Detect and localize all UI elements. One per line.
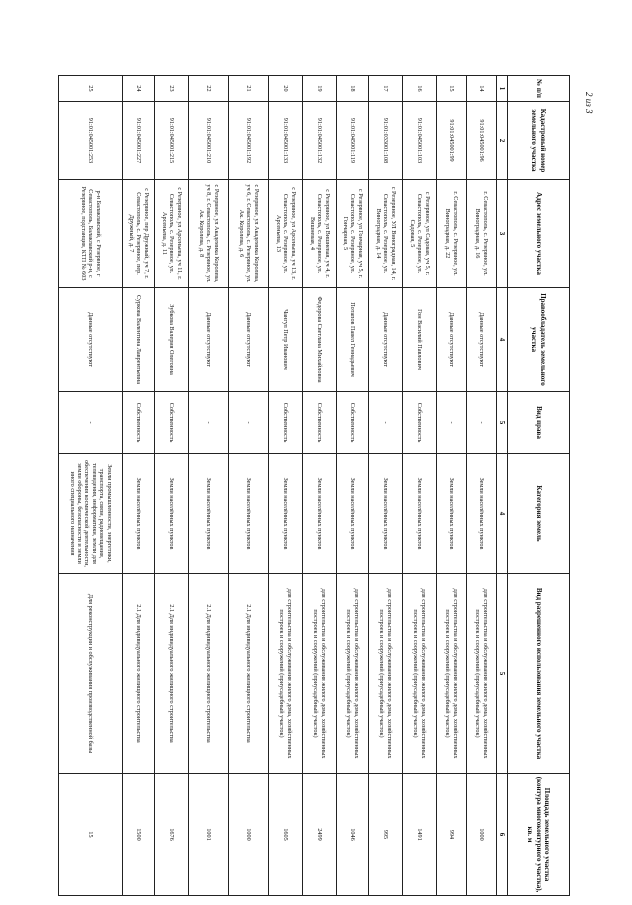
cadastral-number-cell: 91:01:045001:133: [269, 102, 303, 180]
permitted-use-cell: для строительства и обслуживания жилого дома, хозяйственных построек и сооружений (приусадебный участок): [369, 574, 403, 774]
col-index: 6: [497, 774, 508, 896]
col-header-area: Площадь земельного участка (контура многоконтурного участка), кв. м: [508, 774, 570, 896]
plot-address-cell: с Резервное, ул Арсеньева, уч 13, г. Севастополь, с. Резервное, ул. Арсеньева, 13: [269, 180, 303, 288]
col-header-num: № п/п: [508, 76, 570, 102]
land-category-cell: Земли населённых пунктов: [155, 454, 189, 574]
plot-area-cell: 1491: [403, 774, 437, 896]
permitted-use-cell: 2.1 Для индивидуального жилищного строительства: [229, 574, 269, 774]
table-row: [369, 76, 403, 896]
row-number-cell: 17: [369, 76, 403, 102]
col-header-category: Категория земель: [508, 454, 570, 574]
right-type-cell: -: [59, 392, 123, 454]
right-type-cell: -: [467, 392, 497, 454]
cadastral-number-cell: 91:01:045001:103: [403, 102, 437, 180]
row-number-cell: 24: [123, 76, 155, 102]
col-index: 2: [497, 102, 508, 180]
page-number: [580, 92, 598, 142]
row-number-cell: 25: [59, 76, 123, 102]
row-number-cell: 23: [155, 76, 189, 102]
table-row: [303, 76, 337, 896]
permitted-use-cell: 2.1 Для индивидуального жилищного строительства: [123, 574, 155, 774]
permitted-use-cell: для строительства и обслуживания жилого дома, хозяйственных построек и сооружений (приусадебный участок): [337, 574, 369, 774]
plot-owner-cell: Данные отсутствуют: [189, 288, 229, 392]
cadastral-number-cell: 91:01:045001:210: [189, 102, 229, 180]
right-type-cell: Собственность: [269, 392, 303, 454]
permitted-use-cell: для строительства и обслуживания жилого дома, хозяйственных построек и сооружений (приусадебный участок): [303, 574, 337, 774]
plot-address-cell: г. Севастополь, с. Резервное, ул. Виноградная, д. 22: [437, 180, 467, 288]
table-row: [337, 76, 369, 896]
land-category-cell: Земли населённых пунктов: [437, 454, 467, 574]
row-number-cell: 16: [403, 76, 437, 102]
plot-address-cell: с Резервное, ул Садовая, уч 5, г. Севастополь, с. Резервное, ул. Садовая, 5: [403, 180, 437, 288]
plot-owner-cell: Данные отсутствуют: [437, 288, 467, 392]
land-category-cell: Земли населённых пунктов: [467, 454, 497, 574]
col-index: 5: [497, 392, 508, 454]
cadastral-number-cell: 91:01:045001:96: [467, 102, 497, 180]
land-plots-table: [58, 75, 570, 896]
rotated-table-sheet: [68, 75, 570, 895]
table-row: [123, 76, 155, 896]
permitted-use-cell: для строительства и обслуживания жилого дома, хозяйственных построек и сооружений (приусадебный участок): [403, 574, 437, 774]
land-category-cell: Земли населённых пунктов: [123, 454, 155, 574]
table-row: [59, 76, 123, 896]
right-type-cell: Собственность: [155, 392, 189, 454]
plot-address-cell: с Резервное, ул Академика Королева, уч 6, г. Севастополь, с. Резервное, ул. Ак. Королева, д. 6: [229, 180, 269, 288]
plot-owner-cell: Данные отсутствуют: [467, 288, 497, 392]
plot-area-cell: 1605: [269, 774, 303, 896]
col-index: 4: [497, 454, 508, 574]
table-row: [437, 76, 467, 896]
plot-area-cell: 994: [437, 774, 467, 896]
land-category-cell: Земли населённых пунктов: [337, 454, 369, 574]
land-category-cell: Земли промышленности, энергетики, транспорта, связи, радиовещания, телевидения, информатики, земли для обеспечения космической деятельности, земли обороны, безопасности и земли иного специального назначения: [59, 454, 123, 574]
plot-area-cell: 1000: [467, 774, 497, 896]
plot-address-cell: с Резервное, УЛ Виноградная, 14, г. Севастополь, с. Резервное, ул. Виноградная, д. 14: [369, 180, 403, 288]
table-row: [189, 76, 229, 896]
document-page: [68, 75, 570, 895]
cadastral-number-cell: 91:01:033001:108: [369, 102, 403, 180]
plot-address-cell: с Резервное, ул Академика Королева, уч 8, г. Севастополь, с. Резервное, ул. Ак. Королева, д. 8: [189, 180, 229, 288]
table-row: [403, 76, 437, 896]
cadastral-number-cell: 91:01:045001:192: [229, 102, 269, 180]
plot-area-cell: 1500: [123, 774, 155, 896]
permitted-use-cell: Для реконструкции и обслуживания производственной базы: [59, 574, 123, 774]
col-header-owner: Правообладатель земельного участка: [508, 288, 570, 392]
table-header-row: [508, 76, 570, 896]
plot-address-cell: с Резервное, ул Вишневая, уч 4, г. Севастополь, с. Резервное, ул. Вишневая, 4: [303, 180, 337, 288]
cadastral-number-cell: 91:01:045001:119: [337, 102, 369, 180]
land-category-cell: Земли населённых пунктов: [303, 454, 337, 574]
right-type-cell: -: [189, 392, 229, 454]
plot-owner-cell: Суркова Валентина Лаврентьевна: [123, 288, 155, 392]
col-index: 5: [497, 574, 508, 774]
row-number-cell: 20: [269, 76, 303, 102]
cadastral-number-cell: 91:01:045001:132: [303, 102, 337, 180]
right-type-cell: -: [369, 392, 403, 454]
plot-owner-cell: Федорова Светлана Михайловна: [303, 288, 337, 392]
plot-address-cell: р-н Балаклавский, с Резервное, г Севастополь, Балаклавский р-н, с Резервное, подстанция, КТП № 603: [59, 180, 123, 288]
plot-address-cell: с Резервное, ул Арсеньева, уч 11, г. Севастополь, с. Резервное, ул. Арсеньева, д. 11: [155, 180, 189, 288]
col-header-right: Вид права: [508, 392, 570, 454]
right-type-cell: -: [229, 392, 269, 454]
right-type-cell: Собственность: [337, 392, 369, 454]
plot-owner-cell: Потапов Павел Геннадьевич: [337, 288, 369, 392]
plot-address-cell: с Резервное, пер Дружный, уч 7, г. Севастополь, с. Резервное, пер. Дружный, д. 7: [123, 180, 155, 288]
row-number-cell: 15: [437, 76, 467, 102]
row-number-cell: 22: [189, 76, 229, 102]
col-index: 3: [497, 180, 508, 288]
plot-owner-cell: Данные отсутствуют: [369, 288, 403, 392]
table-row: [155, 76, 189, 896]
permitted-use-cell: для строительства и обслуживания жилого дома, хозяйственных построек и сооружений (приусадебный участок): [437, 574, 467, 774]
plot-area-cell: 1001: [189, 774, 229, 896]
plot-owner-cell: Зубкова Валерия Олеговна: [155, 288, 189, 392]
page-number-text: 2 из 3: [584, 92, 594, 114]
permitted-use-cell: 2.1 Для индивидуального жилищного строительства: [189, 574, 229, 774]
column-index-row: [497, 76, 508, 896]
plot-area-cell: 1000: [229, 774, 269, 896]
col-header-address: Адрес земельного участка: [508, 180, 570, 288]
col-header-use: Вид разрешенного использования земельного участка: [508, 574, 570, 774]
row-number-cell: 14: [467, 76, 497, 102]
permitted-use-cell: для строительства и обслуживания жилого дома, хозяйственных построек и сооружений (приусадебный участок): [467, 574, 497, 774]
right-type-cell: Собственность: [403, 392, 437, 454]
land-category-cell: Земли населённых пунктов: [403, 454, 437, 574]
plot-area-cell: 995: [369, 774, 403, 896]
plot-owner-cell: Данные отсутствуют: [229, 288, 269, 392]
cadastral-number-cell: 91:01:045001:99: [437, 102, 467, 180]
table-row: [229, 76, 269, 896]
plot-area-cell: 1676: [155, 774, 189, 896]
plot-area-cell: 1046: [337, 774, 369, 896]
table-row: [269, 76, 303, 896]
land-category-cell: Земли населённых пунктов: [229, 454, 269, 574]
cadastral-number-cell: 91:01:045001:253: [59, 102, 123, 180]
col-index: 1: [497, 76, 508, 102]
row-number-cell: 21: [229, 76, 269, 102]
row-number-cell: 18: [337, 76, 369, 102]
land-category-cell: Земли населённых пунктов: [369, 454, 403, 574]
cadastral-number-cell: 91:01:045001:215: [155, 102, 189, 180]
plot-area-cell: 15: [59, 774, 123, 896]
right-type-cell: Собственность: [123, 392, 155, 454]
land-category-cell: Земли населённых пунктов: [189, 454, 229, 574]
plot-owner-cell: Данные отсутствуют: [59, 288, 123, 392]
row-number-cell: 19: [303, 76, 337, 102]
plot-area-cell: 2499: [303, 774, 337, 896]
land-category-cell: Земли населённых пунктов: [269, 454, 303, 574]
plot-address-cell: г. Севастополь, с. Резервное, ул. Виноградная, д. 16: [467, 180, 497, 288]
right-type-cell: -: [437, 392, 467, 454]
plot-address-cell: с Резервное, ул Гончарная, уч 5, г. Севастополь, с. Резервное, ул. Гончарная, 5: [337, 180, 369, 288]
cadastral-number-cell: 91:01:045001:227: [123, 102, 155, 180]
permitted-use-cell: для строительства и обслуживания жилого дома, хозяйственных построек и сооружений (приусадебный участок): [269, 574, 303, 774]
plot-owner-cell: Гон Василий Павлович: [403, 288, 437, 392]
table-row: [467, 76, 497, 896]
col-header-cadastral: Кадастровый номер земельного участка: [508, 102, 570, 180]
right-type-cell: Собственность: [303, 392, 337, 454]
plot-owner-cell: Чангул Петр Иванович: [269, 288, 303, 392]
permitted-use-cell: 2.1 Для индивидуального жилищного строительства: [155, 574, 189, 774]
col-index: 4: [497, 288, 508, 392]
